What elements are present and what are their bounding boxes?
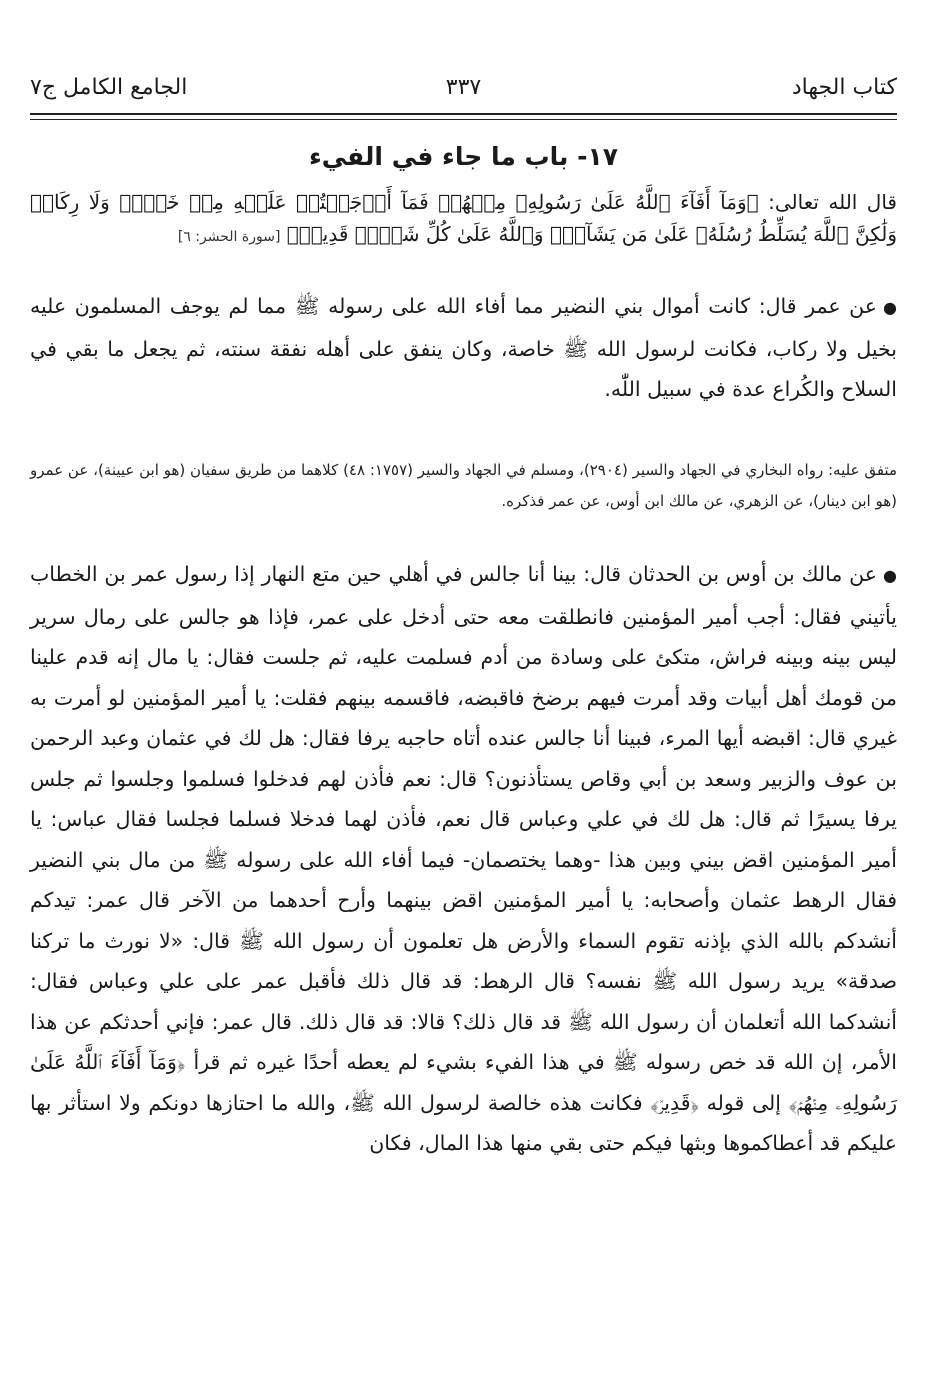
quran-verse: ﴿وَمَآ أَفَآءَ ٱللَّهُ عَلَىٰ رَسُولِهِۦ مِنۡهُمۡ فَمَآ أَوۡجَفۡتُمۡ عَلَيۡهِ مِنۡ خَيۡلٖ وَلَا رِكَابٖ وَلَٰكِنَّ ٱللَّهَ يُسَلِّطُ رُسُلَهُۥ عَلَىٰ مَن يَشَآءُۚ وَٱللَّهُ عَلَىٰ كُلِّ شَيۡءٖ قَدِيرٞ﴾ [30,190,897,246]
book-title: كتاب الجهاد [791,75,897,100]
bullet-icon: ● [883,566,897,585]
hadith-paragraph [30,554,897,1164]
hadith-text: عن عمر قال: كانت أموال بني النضير مما أفاء الله على رسوله ﷺ مما لم يوجف المسلمون عليه بخيل ولا ركاب، فكانت لرسول الله ﷺ خاصة، وكان ينفق على أهله نفقة سنته، ثم يجعل ما بقي في السلاح والكُراع عدة في سبيل اللّٰه. [30,294,897,401]
takhrij-note: متفق عليه: رواه البخاري في الجهاد والسير (٢٩٠٤)، ومسلم في الجهاد والسير (١٧٥٧: ٤٨) كلاهما من طريق سفيان (هو ابن عيينة)، عن عمرو (هو ابن دينار)، عن الزهري، عن مالك ابن أوس، عن عمر فذكره. [30,461,897,510]
chapter-title: ١٧- باب ما جاء في الفيء [308,142,619,171]
bullet-icon: ● [883,298,897,317]
page-number: ٣٣٧ [445,75,482,100]
quran-citation [30,186,897,253]
hadith-paragraph [30,286,897,410]
header-rule-thin [30,119,897,120]
running-header [30,68,897,108]
quran-intro: قال الله تعالى: [768,190,897,214]
hadith-text: عن مالك بن أوس بن الحدثان قال: بينا أنا جالس في أهلي حين متع النهار إذا رسول عمر بن الخطاب يأتيني فقال: أجب أمير المؤمنين فانطلقت معه حتى أدخل على عمر، فإذا هو جالس على رمال سرير ليس بينه وبينه فراش، متكئ على وسادة من أدم فسلمت عليه، ثم جلست فقال: يا مال إنه قدم علينا من قومك أهل أبيات وقد أمرت فيهم برضخ فاقبضه، فاقسمه بينهم فقلت: يا أمير المؤمنين لو أمرت به غيري قال: اقبضه أيها المرء، فبينا أنا جالس عنده أتاه حاجبه يرفا فقال: هل لك في عثمان وعبد الرحمن بن عوف والزبير وسعد بن أبي وقاص يستأذنون؟ قال: نعم فأذن لهم فدخلوا فسلموا وجلسوا ثم جلس يرفا يسيرًا ثم قال: هل لك في علي وعباس قال نعم، فأذن لهما فدخلا فسلما فجلسا فقال عباس: يا أمير المؤمنين اقض بيني وبين هذا -وهما يختصمان- فيما أفاء الله على رسوله ﷺ من مال بني النضير فقال الرهط عثمان وأصحابه: يا أمير المؤمنين اقض بينهما وأرح أحدهما من الآخر قال عمر: تيدكم أنشدكم بالله الذي بإذنه تقوم السماء والأرض هل تعلمون أن رسول الله ﷺ قال: «لا نورث ما تركنا صدقة» يريد رسول الله ﷺ نفسه؟ قال الرهط: قد قال ذلك فأقبل عمر على علي وعباس فقال: أنشدكما الله أتعلمان أن رسول الله ﷺ قد قال ذلك؟ قالا: قد قال ذلك. قال عمر: فإني أحدثكم عن هذا الأمر، إن الله قد خص رسوله ﷺ في هذا الفيء بشيء لم يعطه أحدًا غيره ثم قرأ ﴿وَمَآ أَفَآءَ ٱللَّهُ عَلَىٰ رَسُولِهِۦ مِنۡهُمۡ﴾ إلى قوله ﴿قَدِيرٞ﴾ فكانت هذه خالصة لرسول الله ﷺ، والله ما احتازها دونكم ولا استأثر بها عليكم قد أعطاكموها وبثها فيكم حتى بقي منها هذا المال، فكان [30,562,897,1155]
collection-volume: الجامع الكامل ج٧ [30,75,188,100]
surah-reference: [سورة الحشر: ٦] [177,229,281,245]
header-rule-thick [30,113,897,115]
